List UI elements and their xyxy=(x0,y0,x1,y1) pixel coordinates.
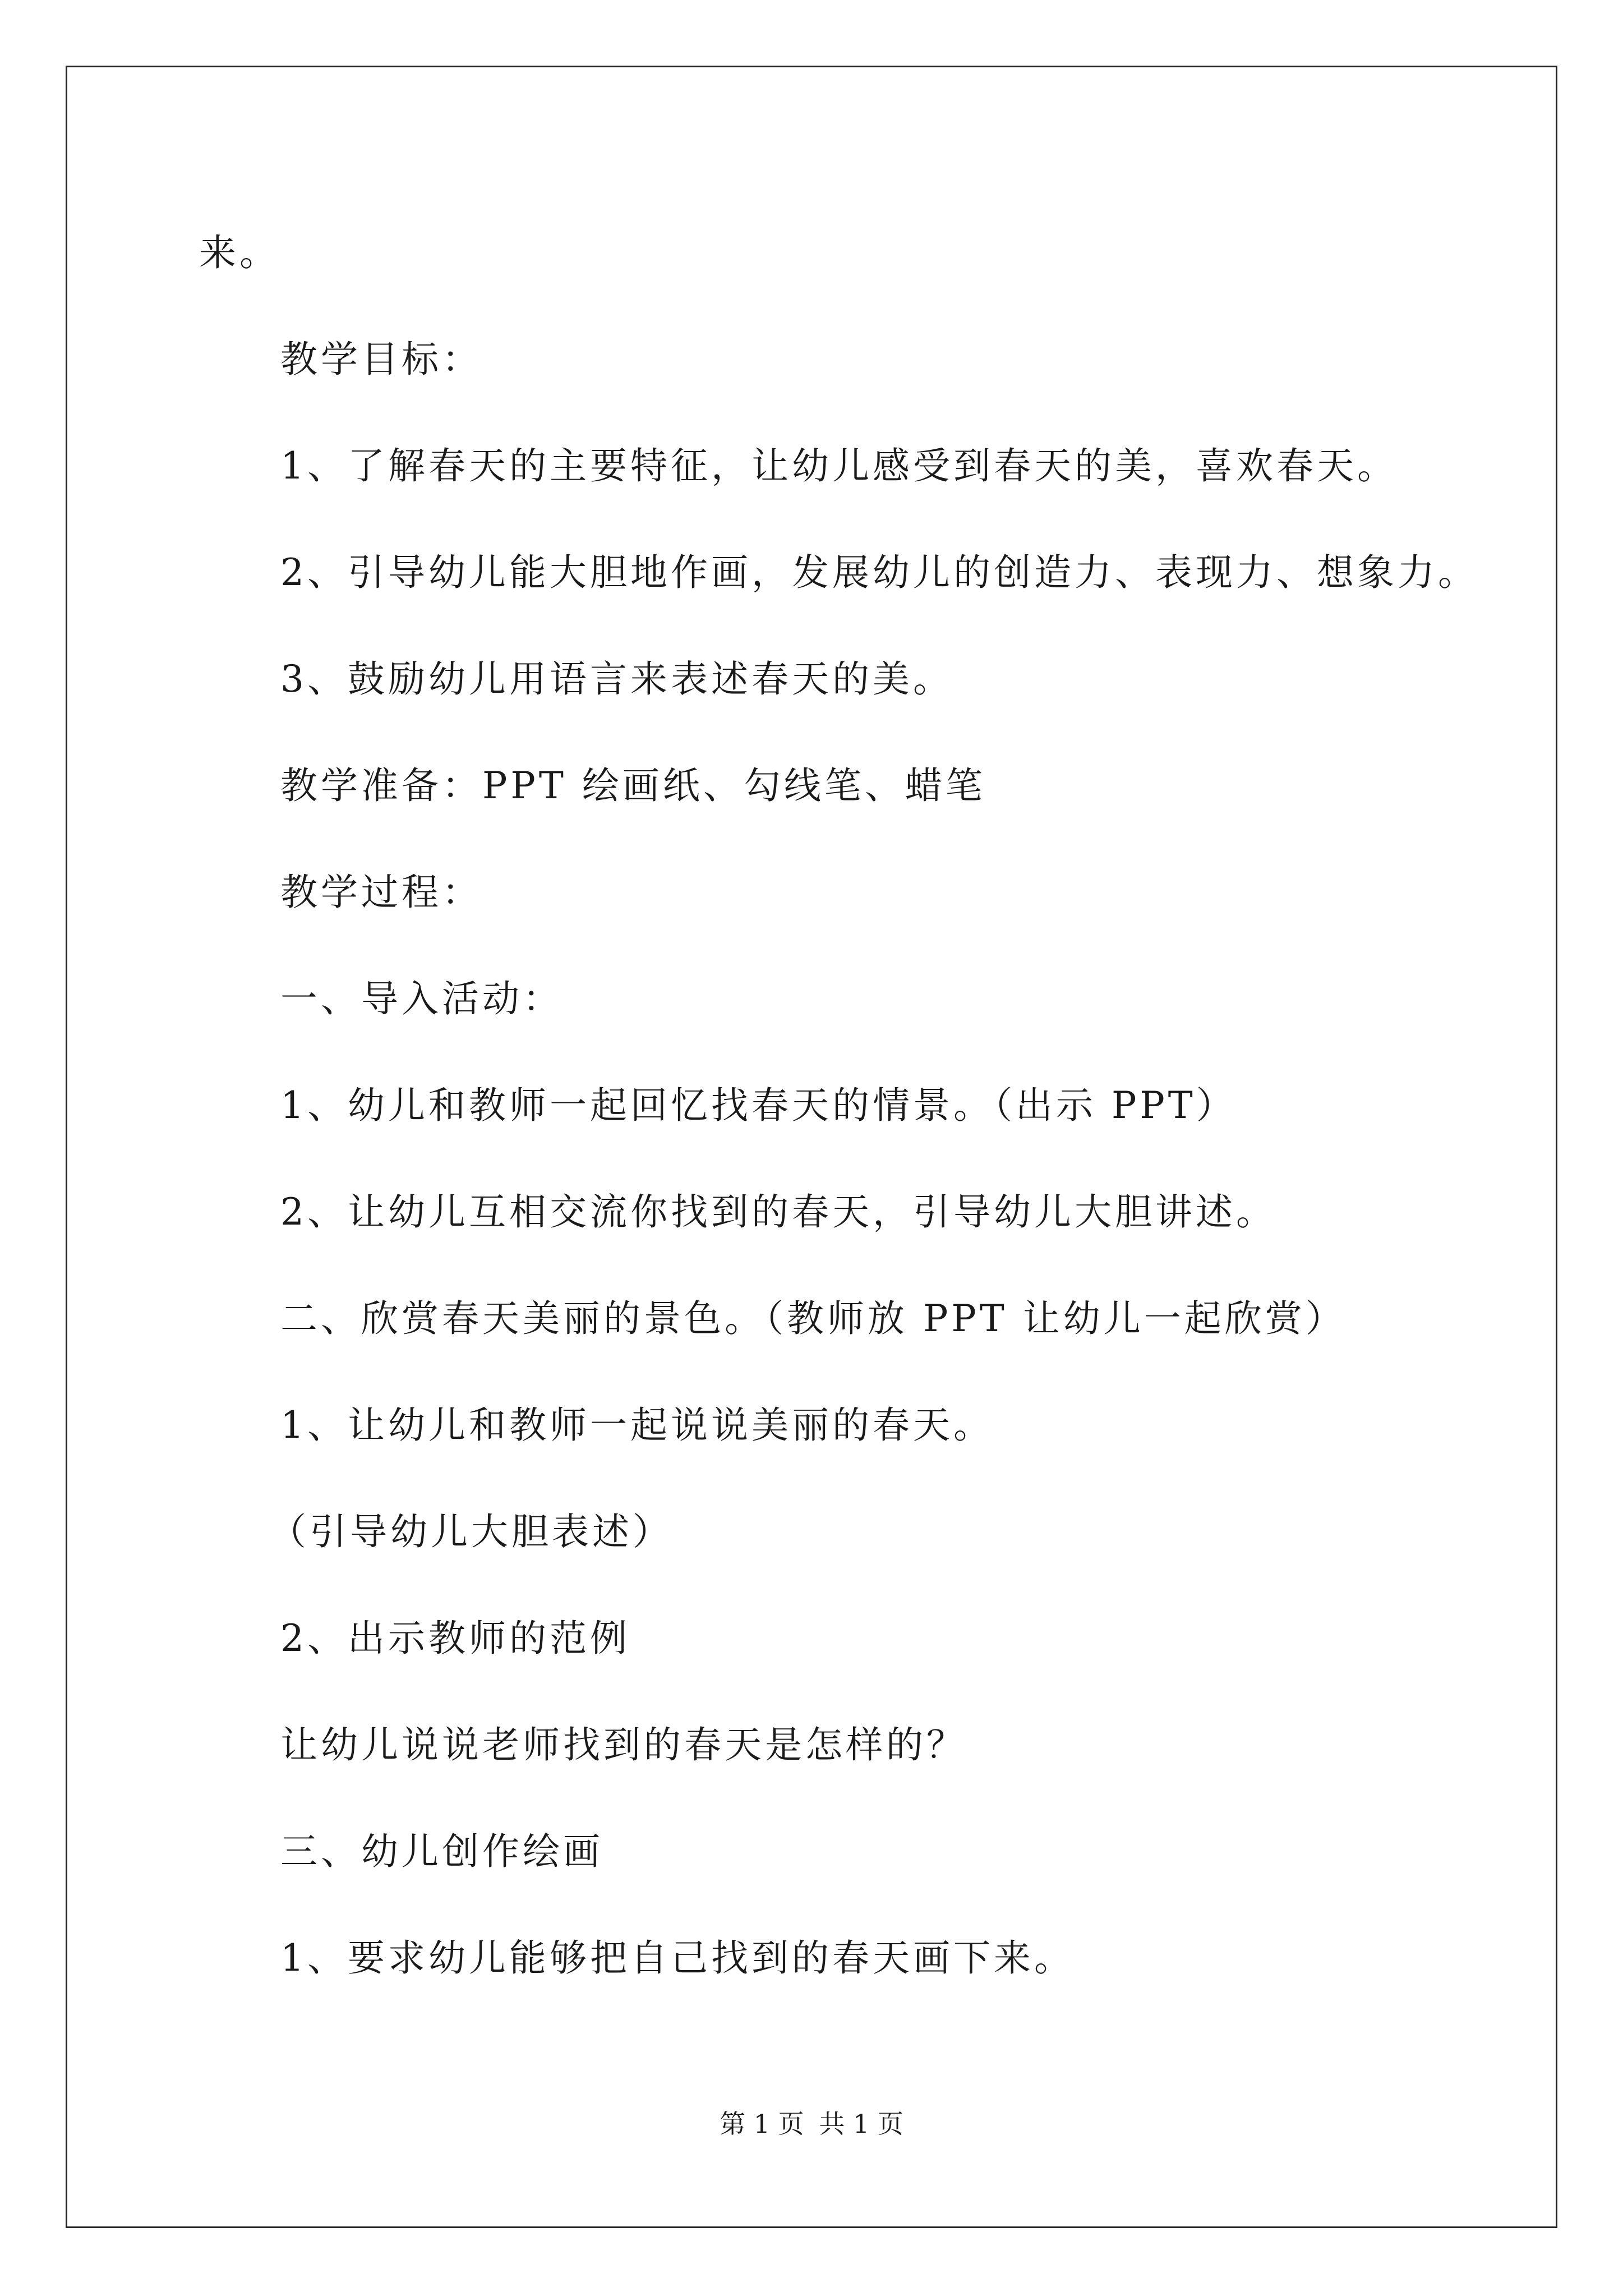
page-footer xyxy=(0,2108,1623,2139)
text-line: 1、要求幼儿能够把自己找到的春天画下来。 xyxy=(280,1936,1075,1980)
text-line: 2、引导幼儿能大胆地作画，发展幼儿的创造力、表现力、想象力。 xyxy=(280,551,1478,594)
page-total: 共 1 页 xyxy=(819,2109,903,2139)
text-line: 来。 xyxy=(199,231,280,274)
text-line: 让幼儿说说老师找到的春天是怎样的？ xyxy=(280,1723,967,1766)
text-line: 1、了解春天的主要特征，让幼儿感受到春天的美，喜欢春天。 xyxy=(280,444,1398,487)
page-number: 第 1 页 xyxy=(720,2109,804,2139)
text-line: 2、出示教师的范例 xyxy=(280,1617,630,1660)
text-line: 二、欣赏春天美丽的景色。（教师放 PPT 让幼儿一起欣赏） xyxy=(280,1297,1346,1340)
text-line: 1、幼儿和教师一起回忆找春天的情景。（出示 PPT） xyxy=(280,1084,1237,1127)
text-line: 三、幼儿创作绘画 xyxy=(280,1830,603,1873)
text-line: 教学准备：PPT 绘画纸、勾线笔、蜡笔 xyxy=(280,764,986,807)
text-line: 一、导入活动： xyxy=(280,977,563,1020)
section-heading: 教学过程： xyxy=(280,871,482,914)
text-line: 1、让幼儿和教师一起说说美丽的春天。 xyxy=(280,1404,994,1447)
text-line: （引导幼儿大胆表述） xyxy=(269,1510,673,1553)
section-heading: 教学目标： xyxy=(280,338,482,381)
text-line: 3、鼓励幼儿用语言来表述春天的美。 xyxy=(280,657,953,701)
text-line: 2、让幼儿互相交流你找到的春天，引导幼儿大胆讲述。 xyxy=(280,1190,1276,1234)
